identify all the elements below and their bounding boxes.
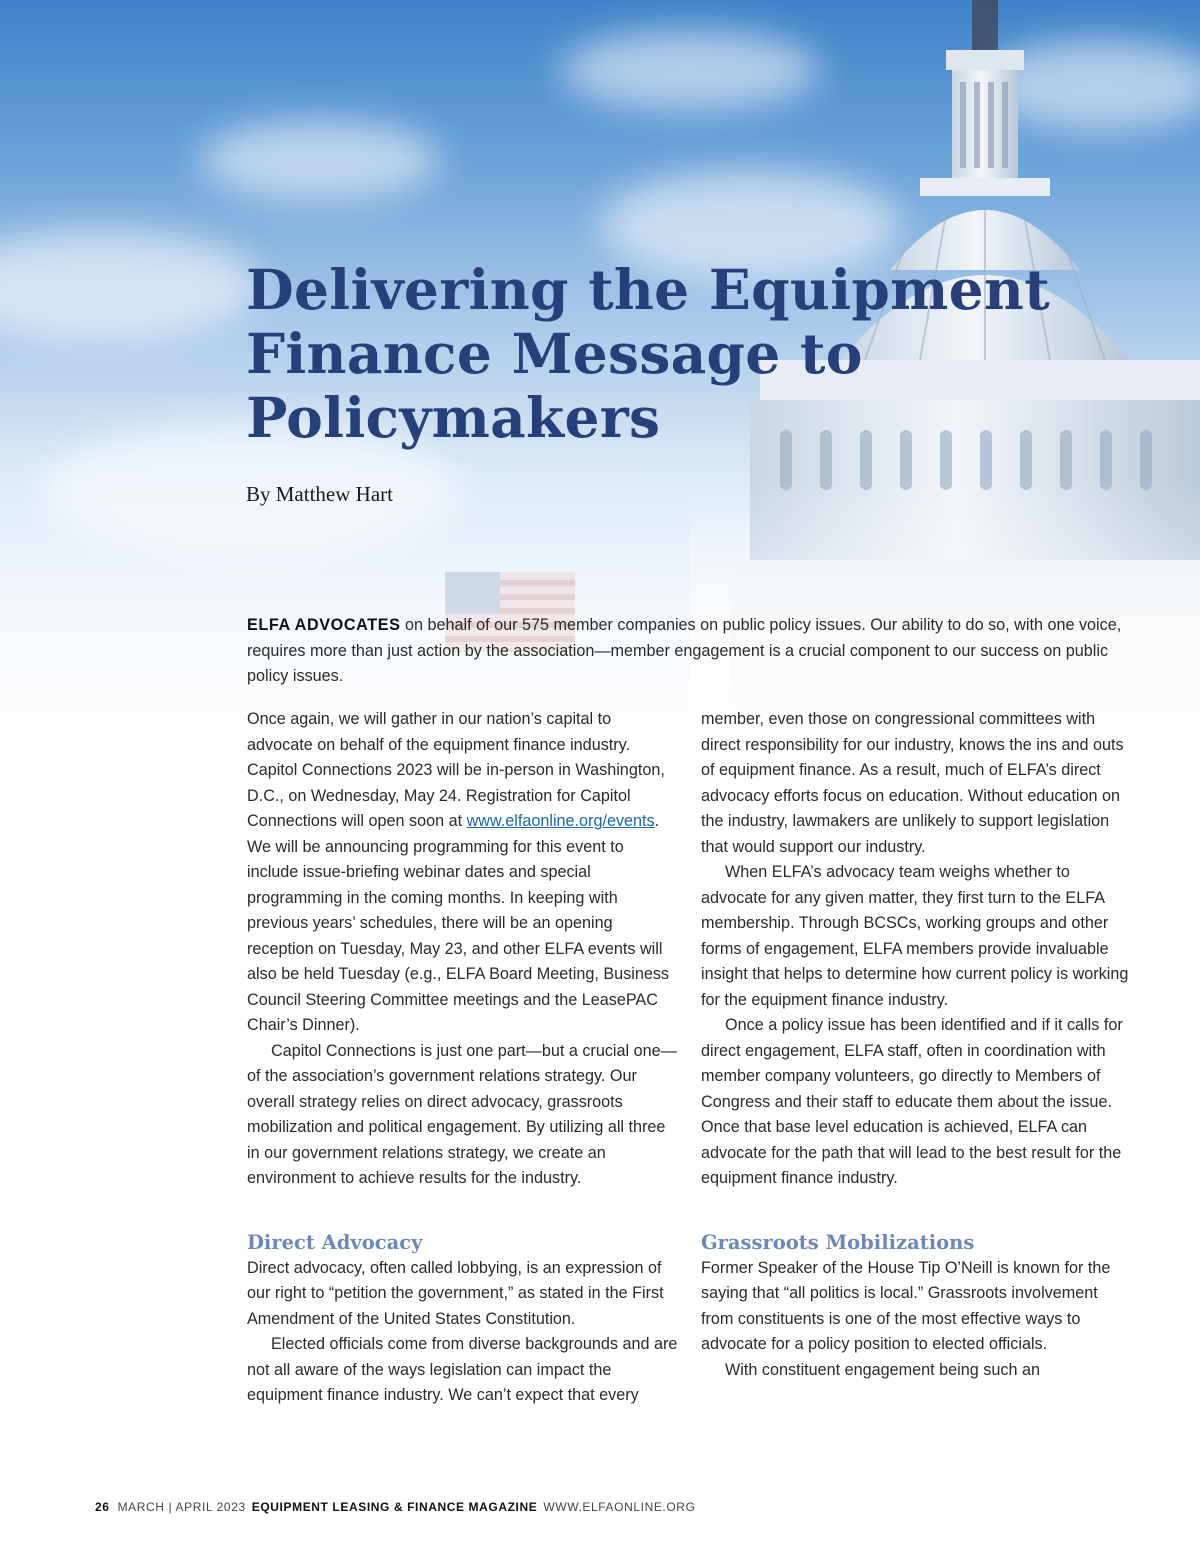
paragraph: Once a policy issue has been identified and if it calls for direct engagement, ELFA staff, often in coordination with member company volunteers, go directly to Members of Congress and their staff to educate them about the issue. Once that base level education is achieved, ELFA can advocate for the path that will lead to the best result for the equipment finance industry. [701,1016,1123,1187]
paragraph: Direct advocacy, often called lobbying, is an expression of our right to “petition the government,” as stated in the First Amendment of the United States Constitution. [247,1258,664,1328]
right-column [701,707,1133,1383]
left-column [247,707,679,1409]
section-heading-direct-advocacy: Direct Advocacy [247,1230,423,1254]
paragraph: With constituent engagement being such an [725,1360,1040,1379]
page-footer [95,1500,696,1514]
paragraph: Capitol Connections is just one part—but a crucial one—of the association’s government relations strategy. Our overall strategy relies on direct advocacy, grassroots mobilization and political engagement. By utilizing all three in our government relations strategy, we create an environment to achieve results for the industry. [247,1041,677,1187]
cloud [0,230,260,340]
paragraph: When ELFA’s advocacy team weighs whether to advocate for any given matter, they first turn to the ELFA membership. Through BCSCs, working groups and other forms of engagement, ELFA members provide invaluable insight that helps to determine how current policy is working for the equipment finance industry. [701,863,1129,1009]
issue-date: MARCH | APRIL 2023 [117,1500,246,1514]
intro-lead: ELFA ADVOCATES [247,616,401,634]
section-heading-grassroots: Grassroots Mobilizations [701,1230,975,1254]
cloud [200,120,440,200]
paragraph: Elected officials come from diverse backgrounds and are not all aware of the ways legislation can impact the equipment finance industry. We can’t expect that every [247,1335,678,1404]
intro-text: on behalf of our 575 member companies on public policy issues. Our ability to do so, with one voice, requires more than just action by the association—member engagement is a crucial component to our success on public policy issues. [247,616,1122,685]
events-link[interactable]: www.elfaonline.org/events [466,812,655,830]
article-title: Delivering the Equipment Finance Message to Policymakers [246,257,1050,450]
magazine-name: EQUIPMENT LEASING & FINANCE MAGAZINE [251,1500,538,1514]
paragraph: member, even those on congressional committees with direct responsibility for our industry, knows the ins and outs of equipment finance. As a result, much of ELFA’s direct advocacy efforts focus on education. Without education on the industry, lawmakers are unlikely to support legislation that would support our industry. [701,710,1124,856]
paragraph: Former Speaker of the House Tip O’Neill is known for the saying that “all politics is local.” Grassroots involvement from constituents is one of the most effective ways to advocate for a policy position to elected officials. [701,1258,1111,1353]
paragraph-text: . We will be announcing programming for this event to include issue-briefing webinar dates and special programming in the coming months. In keeping with previous years’ schedules, there will be an opening reception on Tuesday, May 23, and other ELFA events will also be held Tuesday (e.g., ELFA Board Meeting, Business Council Steering Committee meetings and the LeasePAC Chair’s Dinner). [247,812,670,1034]
intro-paragraph [247,613,1137,690]
website: WWW.ELFAONLINE.ORG [543,1500,696,1514]
byline: By Matthew Hart [246,482,393,506]
paragraph [247,707,679,1039]
page-number: 26 [95,1500,110,1514]
paragraph-text: Once again, we will gather in our nation’s capital to advocate on behalf of the equipment finance industry. Capitol Connections 2023 will be in-person in Washington, D.C., on Wednesday, May 24. Registration for Capitol Connections will open soon at [247,710,665,830]
